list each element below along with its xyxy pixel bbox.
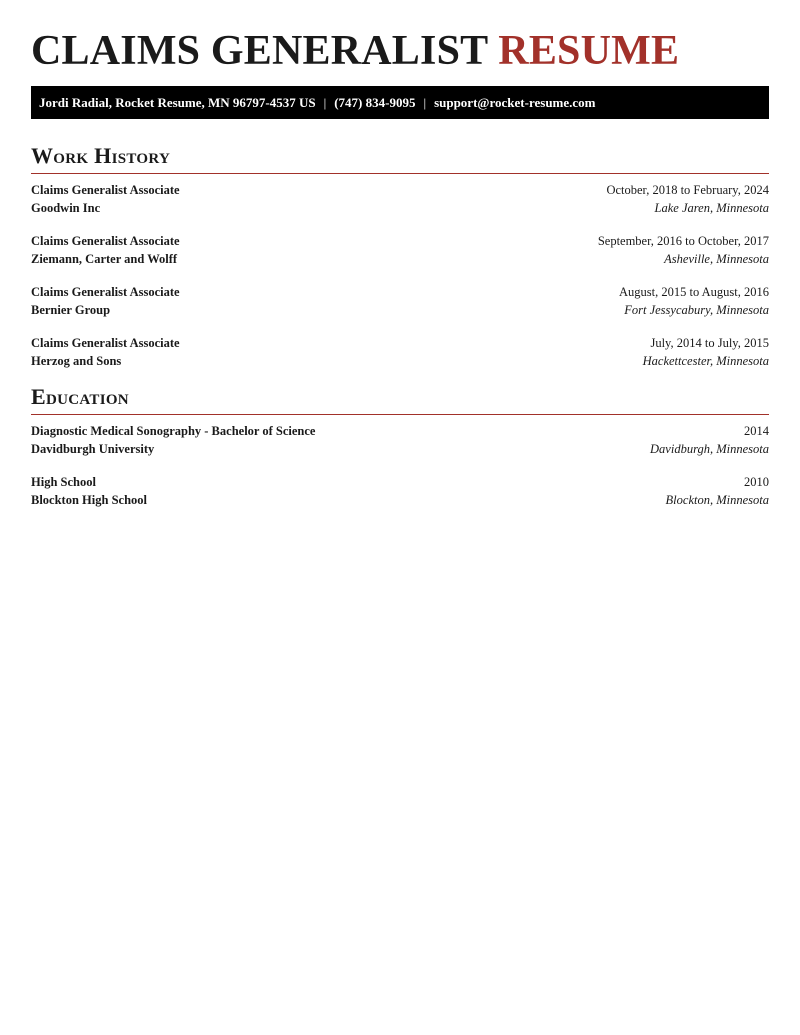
- job-title: Claims Generalist Associate: [31, 285, 180, 299]
- school-name: Davidburgh University: [31, 441, 155, 456]
- contact-bar: [31, 86, 769, 119]
- title-accent: RESUME: [498, 28, 680, 74]
- title-main: CLAIMS GENERALIST: [31, 28, 488, 74]
- contact-address: Jordi Radial, Rocket Resume, MN 96797-4537 US: [39, 95, 316, 110]
- job-location: Lake Jaren, Minnesota: [654, 200, 769, 215]
- job-title: Claims Generalist Associate: [31, 336, 180, 350]
- degree-name: Diagnostic Medical Sonography - Bachelor of Science: [31, 424, 316, 438]
- contact-email: support@rocket-resume.com: [434, 95, 596, 110]
- company-name: Ziemann, Carter and Wolff: [31, 251, 178, 266]
- job-title: Claims Generalist Associate: [31, 234, 180, 248]
- work-entry: [31, 233, 769, 268]
- job-dates: September, 2016 to October, 2017: [597, 234, 769, 248]
- school-location: Blockton, Minnesota: [665, 492, 769, 507]
- education-divider: [31, 414, 769, 415]
- company-name: Goodwin Inc: [31, 200, 101, 215]
- work-history-heading: Work History: [31, 143, 171, 168]
- company-name: Herzog and Sons: [31, 353, 122, 368]
- contact-separator: |: [323, 95, 327, 110]
- graduation-year: 2014: [744, 424, 769, 438]
- job-location: Fort Jessycabury, Minnesota: [624, 302, 769, 317]
- work-entry: [31, 182, 769, 217]
- contact-phone: (747) 834-9095: [334, 95, 416, 110]
- job-dates: July, 2014 to July, 2015: [650, 336, 769, 350]
- education-list: [31, 423, 769, 509]
- job-location: Asheville, Minnesota: [664, 251, 769, 266]
- company-name: Bernier Group: [31, 302, 111, 317]
- degree-name: High School: [31, 475, 96, 489]
- resume-page: [31, 0, 769, 525]
- graduation-year: 2010: [744, 475, 769, 489]
- work-history-list: [31, 182, 769, 370]
- education-entry: [31, 474, 769, 509]
- job-dates: October, 2018 to February, 2024: [606, 183, 769, 197]
- resume-title: [31, 0, 769, 73]
- contact-separator: |: [423, 95, 427, 110]
- job-title: Claims Generalist Associate: [31, 183, 180, 197]
- education-entry: [31, 423, 769, 458]
- job-dates: August, 2015 to August, 2016: [618, 285, 769, 299]
- work-entry: [31, 335, 769, 370]
- work-history-divider: [31, 173, 769, 174]
- education-heading: Education: [31, 384, 129, 409]
- school-name: Blockton High School: [31, 492, 147, 507]
- work-entry: [31, 284, 769, 319]
- job-location: Hackettcester, Minnesota: [642, 353, 769, 368]
- school-location: Davidburgh, Minnesota: [650, 441, 769, 456]
